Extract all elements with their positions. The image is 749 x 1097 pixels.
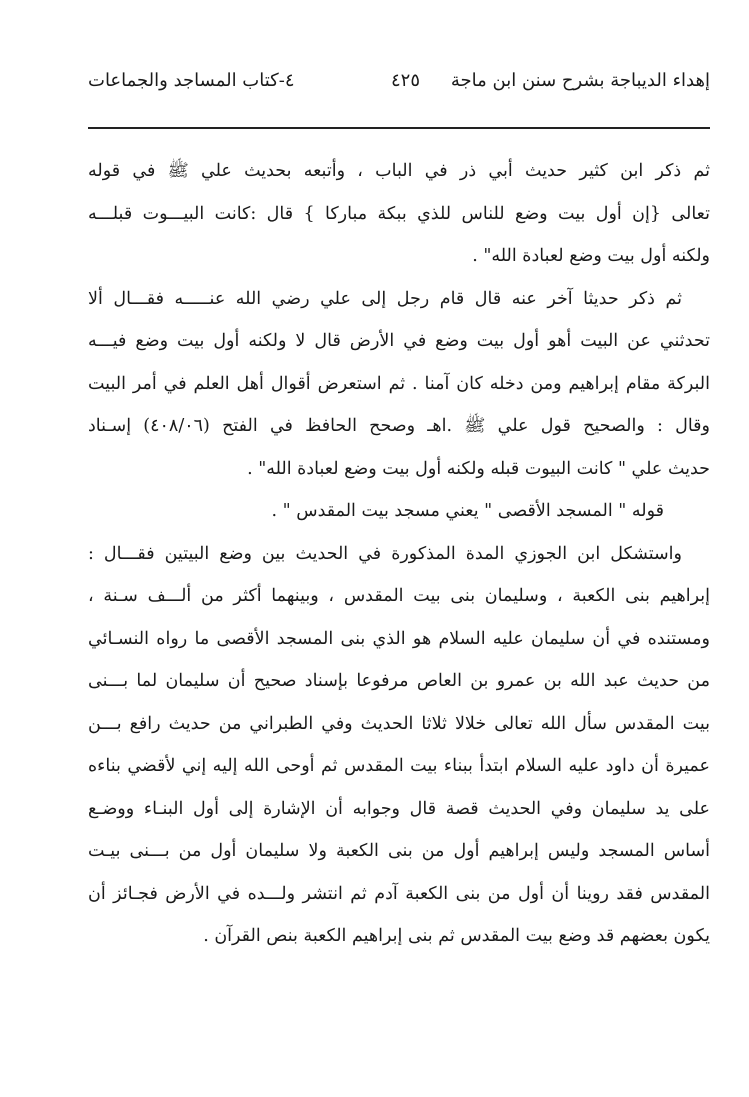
text-line: وقال : والصحيح قول علي ﷺ .اهـ وصحح الحافظ في الفتح (٤٠٨/٠٦) إسـناد: [88, 416, 710, 436]
chapter-title: ٤-كتاب المساجد والجماعات: [88, 70, 295, 91]
text-line: ولكنه أول بيت وضع لعبادة الله" .: [472, 246, 710, 266]
text-line: ثم ذكر حديثا آخر عنه قال قام رجل إلى علي رضي الله عنـــــه فقـــال ألا: [88, 288, 682, 309]
text-line: من حديث عبد الله بن عمرو بن العاص مرفوعا بإسناد صحيح أن سليمان لما بـــنى: [88, 671, 710, 691]
text-line: على يد سليمان وفي الحديث قصة قال وجوابه أن الإشارة إلى أول البنـاء ووضـع: [88, 798, 710, 819]
text-line: قوله " المسجد الأقصى " يعني مسجد بيت المقدس " .: [271, 501, 664, 521]
text-line: يكون بعضهم قد وضع بيت المقدس ثم بنى إبراهيم الكعبة بنص القرآن .: [203, 926, 710, 946]
text-line: حديث علي " كانت البيوت قبله ولكنه أول بيت وضع لعبادة الله" .: [247, 458, 710, 479]
text-line: ثم ذكر ابن كثير حديث أبي ذر في الباب ، وأتبعه بحديث علي ﷺ في قوله: [88, 161, 710, 181]
text-line: عميرة أن داود عليه السلام ابتدأ ببناء بيت المقدس ثم أوحى الله إليه إني لأقضي بناءه: [88, 756, 710, 776]
body-text: [88, 150, 710, 958]
page-header: [88, 70, 710, 104]
text-line: تحدثني عن البيت أهو أول بيت وضع في الأرض قال لا ولكنه أول بيت وضع فيـــه: [88, 331, 710, 351]
text-line: البركة مقام إبراهيم ومن دخله كان آمنا . ثم استعرض أقوال أهل العلم في أمر البيت: [88, 373, 710, 394]
text-line: إبراهيم بنى الكعبة ، وسليمان بنى بيت المقدس ، وبينهما أكثر من ألـــف سـنة ،: [88, 586, 710, 606]
text-line: تعالى {إن أول بيت وضع للناس للذي ببكة مباركا } قال :كانت البيـــوت قبلـــه: [88, 203, 710, 224]
header-divider: [88, 127, 710, 129]
book-title: إهداء الديباجة بشرح سنن ابن ماجة: [450, 70, 710, 91]
text-line: واستشكل ابن الجوزي المدة المذكورة في الحديث بين وضع البيتين فقـــال :: [88, 543, 682, 564]
text-line: ومستنده في أن سليمان عليه السلام هو الذي بنى المسجد الأقصى ما رواه النسـائي: [88, 628, 710, 649]
text-line: بيت المقدس سأل الله تعالى خلالا ثلاثا الحديث وفي الطبراني من حديث رافع بـــن: [88, 713, 710, 734]
text-line: أساس المسجد وليس إبراهيم أول من بنى الكعبة ولا سليمان أول من بـــنى بيـت: [88, 841, 710, 861]
text-line: المقدس فقد روينا أن أول من بنى الكعبة آدم ثم انتشر ولـــده في الأرض فجـائز أن: [88, 883, 710, 904]
page-number: ٤٢٥: [390, 70, 420, 91]
